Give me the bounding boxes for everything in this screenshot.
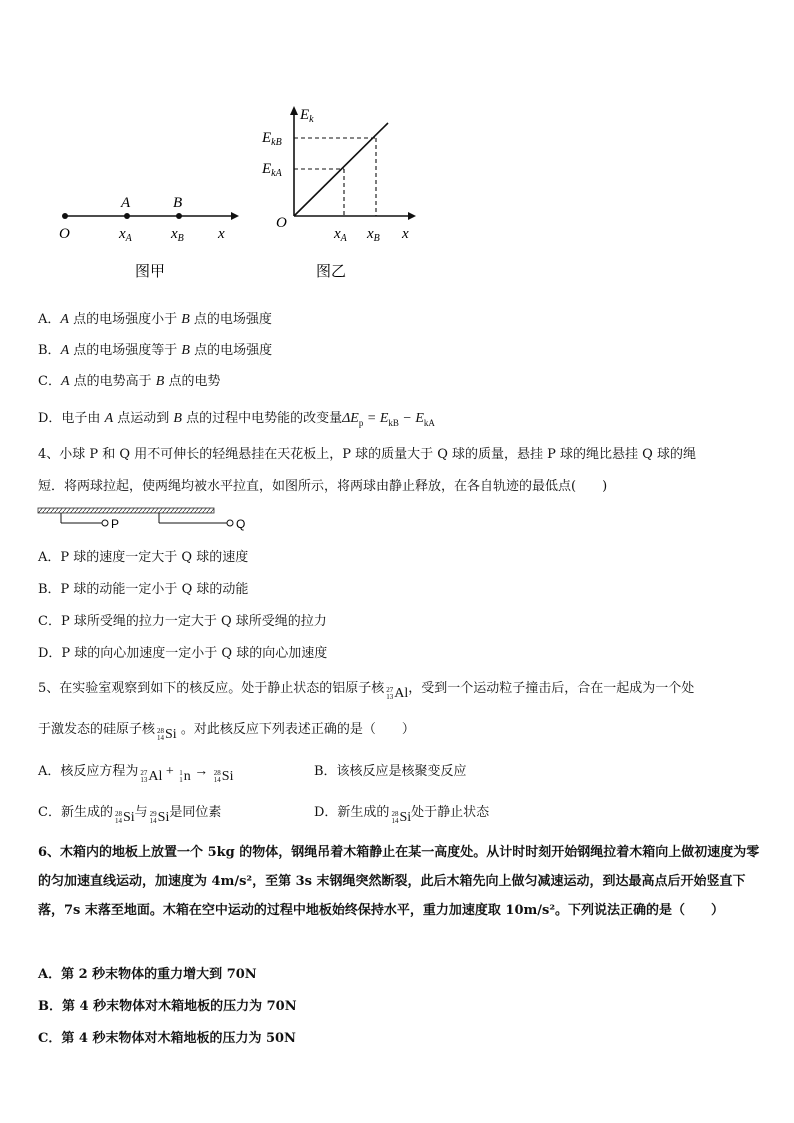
figure-jia xyxy=(55,185,245,285)
q5-option-d[interactable]: D．新生成的 28 14 Si 处于静止状态 xyxy=(314,805,490,825)
option-c-si28: 28 14 Si xyxy=(114,810,135,825)
equation-neutron: 1 1 n xyxy=(179,769,191,784)
q6-stem: 6、木箱内的地板上放置一个 5kg 的物体，钢绳吊着木箱静止在某一高度处。从计时时刻开始钢绳拉着木箱向上做初速度为零的匀加速直线运动，加速度为 4m/s²，至第 3s 末钢绳突然断裂，此后木箱先向上做匀减速运动，到达最高点后开始竖直下落，7s 末落至地面。木箱在空中运动的过程中地板始终保持水平，重力加速度取 10m/s²。下列说法正确的是（ ） xyxy=(38,845,760,918)
ball-p-label: P xyxy=(111,517,120,531)
equation-si28: 28 14 Si xyxy=(213,769,234,784)
figure-jia-caption: 图甲 xyxy=(135,262,166,280)
q4-option-b[interactable]: B．P 球的动能一定小于 Q 球的动能 xyxy=(38,582,249,597)
figure-jia-point-a-label: A xyxy=(121,195,131,211)
figure-jia-origin-label: O xyxy=(59,226,70,242)
q5-option-b[interactable]: B．该核反应是核聚变反应 xyxy=(314,764,467,779)
figure-yi-y-axis-label: $E_k$ xyxy=(300,107,314,125)
q5-stem-line2: 于激发态的硅原子核 28 14 Si 。对此核反应下列表述正确的是（ ） xyxy=(38,722,415,742)
figure-yi-ekb-label: $E_{kB}$ xyxy=(262,130,282,148)
q6-option-a[interactable]: A．第 2 秒末物体的重力增大到 70N xyxy=(38,967,257,982)
nuclide-si28: 28 14 Si xyxy=(157,727,177,742)
figure-yi-tick-b: $x_B$ xyxy=(367,226,380,244)
figure-yi-y-arrow xyxy=(290,106,298,115)
q4-option-a[interactable]: A．P 球的速度一定大于 Q 球的速度 xyxy=(38,550,249,565)
q3-option-a[interactable]: A．A 点的电场强度小于 B 点的电场强度 xyxy=(38,312,272,327)
q4-option-d[interactable]: D．P 球的向心加速度一定小于 Q 球的向心加速度 xyxy=(38,646,328,661)
figure-jia-point-a-dot xyxy=(124,213,130,219)
ball-q-label: Q xyxy=(236,517,246,531)
ball-q xyxy=(227,520,233,526)
ceiling xyxy=(38,508,214,513)
nuclide-al27: 27 13 Al xyxy=(386,686,409,701)
q6-option-c[interactable]: C．第 4 秒末物体对木箱地板的压力为 50N xyxy=(38,1031,296,1046)
figure-jia-tick-a: $x_A$ xyxy=(119,226,132,244)
ball-p xyxy=(102,520,108,526)
figure-yi-tick-a: $x_A$ xyxy=(334,226,347,244)
q4-pendulum-figure xyxy=(36,506,266,532)
option-d-si28: 28 14 Si xyxy=(391,810,412,825)
figure-jia-point-b-label: B xyxy=(173,195,183,211)
equation-al27: 27 13 Al xyxy=(140,769,163,784)
figure-yi-caption: 图乙 xyxy=(316,262,347,280)
figure-yi-origin-label: O xyxy=(276,215,287,231)
q3-option-d[interactable]: D．电子由 A 点运动到 B 点的过程中电势能的改变量$\Delta E_p = E_{kB} - E_{kA}$ xyxy=(38,411,435,428)
figure-yi-eka-label: $E_{kA}$ xyxy=(262,161,282,179)
q3-option-c[interactable]: C．A 点的电势高于 B 点的电势 xyxy=(38,374,221,389)
q5-option-a[interactable]: A．核反应方程为 27 13 Al + 1 1 n → 28 14 Si xyxy=(38,764,234,784)
figure-yi-x-axis-label: x xyxy=(402,226,409,242)
figure-jia-point-b-dot xyxy=(176,213,182,219)
figure-jia-tick-b: $x_B$ xyxy=(171,226,184,244)
q4-stem-line2: 短．将两球拉起，使两绳均被水平拉直，如图所示，将两球由静止释放，在各自轨迹的最低点( ) xyxy=(38,479,608,494)
q6-option-b[interactable]: B．第 4 秒末物体对木箱地板的压力为 70N xyxy=(38,999,297,1014)
option-c-si29: 29 14 Si xyxy=(149,810,170,825)
figure-yi xyxy=(258,103,428,285)
q5-stem-line1: 5、在实验室观察到如下的核反应。处于静止状态的铝原子核 27 13 Al ，受到一个运动粒子撞击后，合在一起成为一个处 xyxy=(38,681,695,701)
energy-change-formula: $\Delta E_p = E_{kB} - E_{kA}$ xyxy=(342,411,435,428)
q4-stem-line1: 4、小球 P 和 Q 用不可伸长的轻绳悬挂在天花板上，P 球的质量大于 Q 球的质量，悬挂 P 球的绳比悬挂 Q 球的绳 xyxy=(38,447,696,462)
q3-option-b[interactable]: B．A 点的电场强度等于 B 点的电场强度 xyxy=(38,343,273,358)
figure-jia-axis-arrow xyxy=(231,212,239,220)
figure-jia-origin-dot xyxy=(62,213,68,219)
figure-yi-x-arrow xyxy=(408,212,416,220)
q4-option-c[interactable]: C．P 球所受绳的拉力一定大于 Q 球所受绳的拉力 xyxy=(38,614,327,629)
q5-option-c[interactable]: C．新生成的 28 14 Si 与 29 14 Si 是同位素 xyxy=(38,805,222,825)
figure-jia-axis-label: x xyxy=(218,226,225,242)
